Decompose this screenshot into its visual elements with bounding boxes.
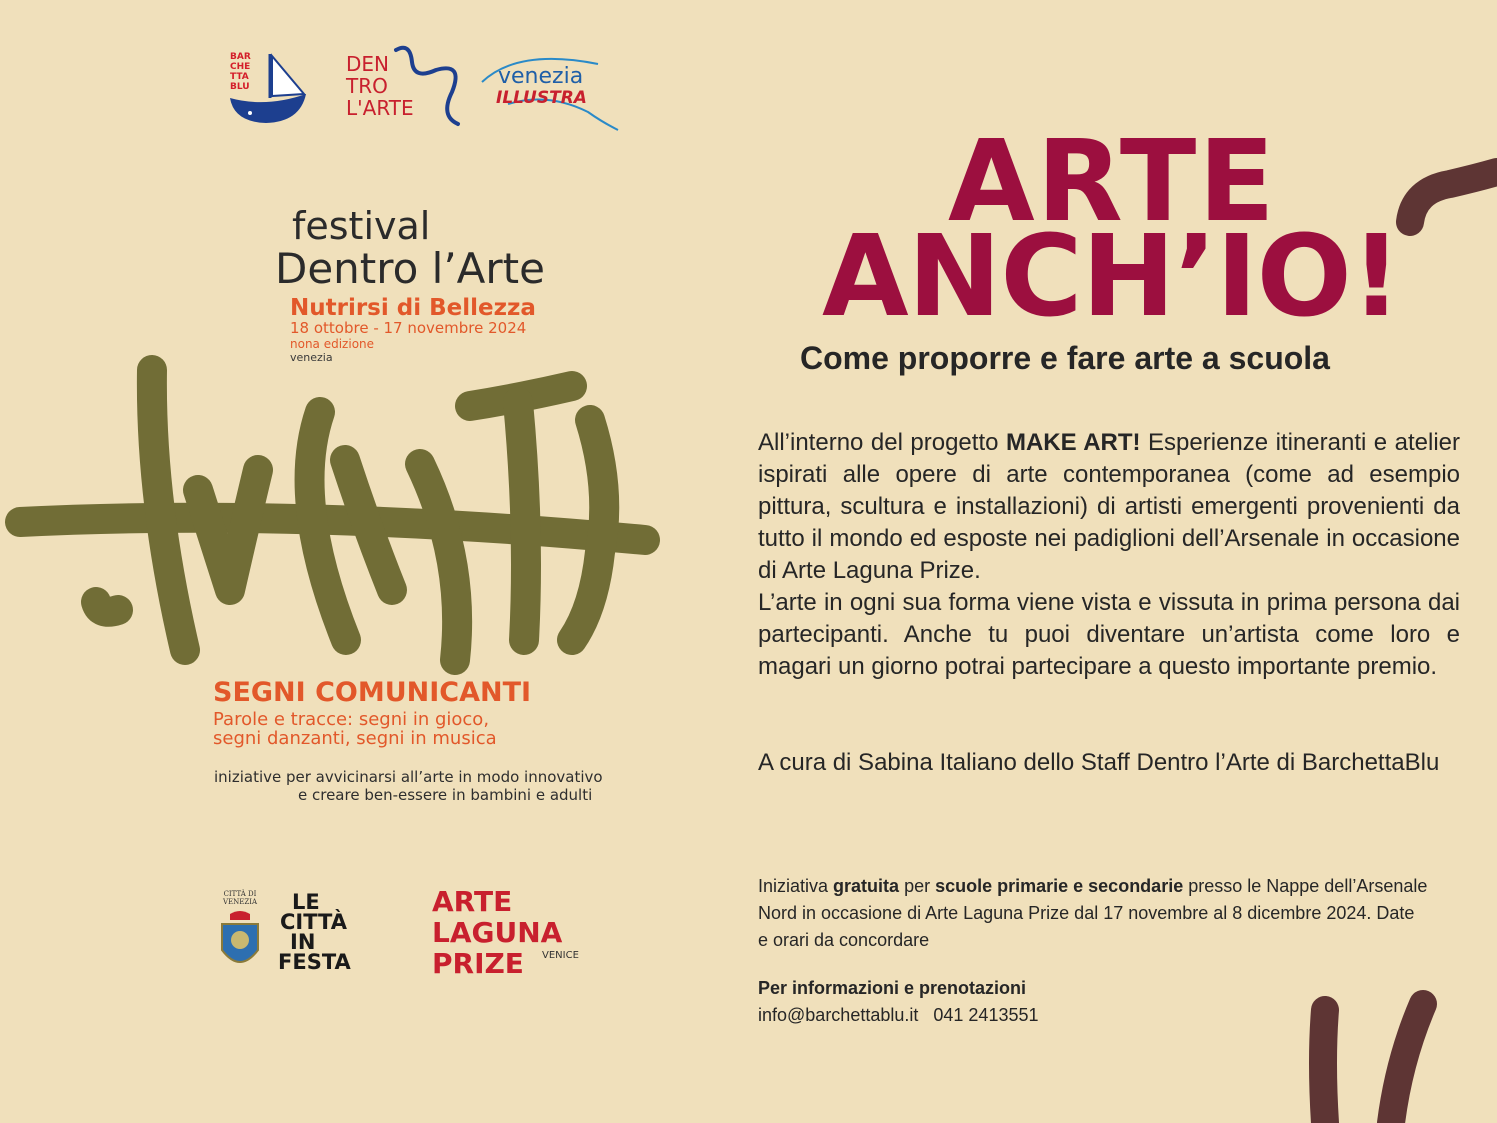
segni-subtitle-line1: Parole e tracce: segni in gioco, — [213, 709, 490, 730]
arte-laguna-venice: VENICE — [542, 950, 579, 961]
brush-stroke-top-right — [1390, 150, 1497, 250]
arte-laguna-line1: ARTE — [432, 885, 513, 918]
festival-name: Dentro l’Arte — [275, 244, 545, 293]
illustra-word: ILLUSTRA — [496, 88, 587, 108]
barchetta-blu-logo — [226, 50, 310, 126]
festival-label: festival — [292, 204, 431, 248]
venezia-illustra-logo — [478, 52, 624, 134]
dentro-logo-line2: TRO — [346, 74, 388, 98]
make-art-label: MAKE ART! — [1005, 429, 1141, 456]
poster-description-line1: iniziative per avvicinarsi all’arte in modo innovativo — [214, 768, 603, 786]
contact-phone: 041 2413551 — [933, 1005, 1039, 1025]
initiative-info: Iniziativa gratuita per scuole primarie e secondarie presso le Nappe dell’Arsenale Nord in occasione di Arte Laguna Prize dal 17 novembre al 8 dicembre 2024. Date e orari da concordare — [758, 876, 1428, 950]
headline-line2: ANCH’IO! — [822, 212, 1401, 342]
venezia-word: venezia — [498, 64, 584, 89]
body-paragraph-2: L’arte in ogni sua forma viene vista e vissuta in prima persona dai partecipanti. Anche tu puoi diventare un’artista come loro e magari un giorno potrai partecipare a questo importante premio. — [758, 589, 1460, 680]
arte-laguna-prize-logo — [430, 886, 600, 980]
citta-in-festa-logo — [276, 892, 360, 976]
arte-laguna-line2: LAGUNA — [432, 916, 563, 949]
segni-title: SEGNI COMUNICANTI — [213, 677, 532, 708]
dentro-logo-line3: L'ARTE — [346, 96, 414, 120]
contact-title: Per informazioni e prenotazioni — [758, 978, 1027, 998]
segni-subtitle-line2: segni danzanti, segni in musica — [213, 728, 497, 749]
comune-label: CITTÀ DI VENEZIA — [222, 890, 258, 906]
dentro-arte-logo — [340, 40, 470, 132]
citta-festa-line4: FESTA — [278, 950, 351, 974]
festival-dates: 18 ottobre - 17 novembre 2024 — [290, 319, 527, 337]
brush-strokes-bottom-right — [1295, 990, 1465, 1123]
citta-festa-line1: LE — [292, 890, 320, 914]
contact-line — [758, 1005, 1039, 1026]
citta-festa-line2: CITTÀ — [280, 910, 347, 934]
brush-strokes-graphic — [0, 340, 700, 710]
subheadline: Come proporre e fare arte a scuola — [800, 340, 1330, 376]
body-paragraph-1: All’interno del progetto MAKE ART! Esperienze itineranti e atelier ispirati alle opere di arte contemporanea (come ad esempio pittura, scultura e installazioni) di artisti emergenti provenienti da tutto il mondo ed esposte nei padiglioni dell’Arsenale in occasione di Arte Laguna Prize. — [758, 429, 1461, 584]
comune-venezia-logo — [216, 890, 264, 974]
body-text — [758, 427, 1460, 683]
festival-edition: nona edizione — [290, 337, 375, 351]
poster-description-line2: e creare ben-essere in bambini e adulti — [298, 786, 593, 804]
dentro-logo-line1: DEN — [346, 52, 389, 76]
festival-city: venezia — [290, 351, 333, 364]
festival-theme: Nutrirsi di Bellezza — [290, 295, 536, 321]
contact-email[interactable]: info@barchettablu.it — [758, 1005, 919, 1025]
citta-festa-line3: IN — [290, 930, 316, 954]
headline-line1: ARTE — [948, 117, 1277, 247]
arte-laguna-line3: PRIZE — [432, 947, 524, 980]
curator-credit: A cura di Sabina Italiano dello Staff Dentro l’Arte di BarchettaBlu — [758, 749, 1440, 776]
barchetta-logo-text: BAR CHE TTA BLU — [230, 52, 251, 92]
